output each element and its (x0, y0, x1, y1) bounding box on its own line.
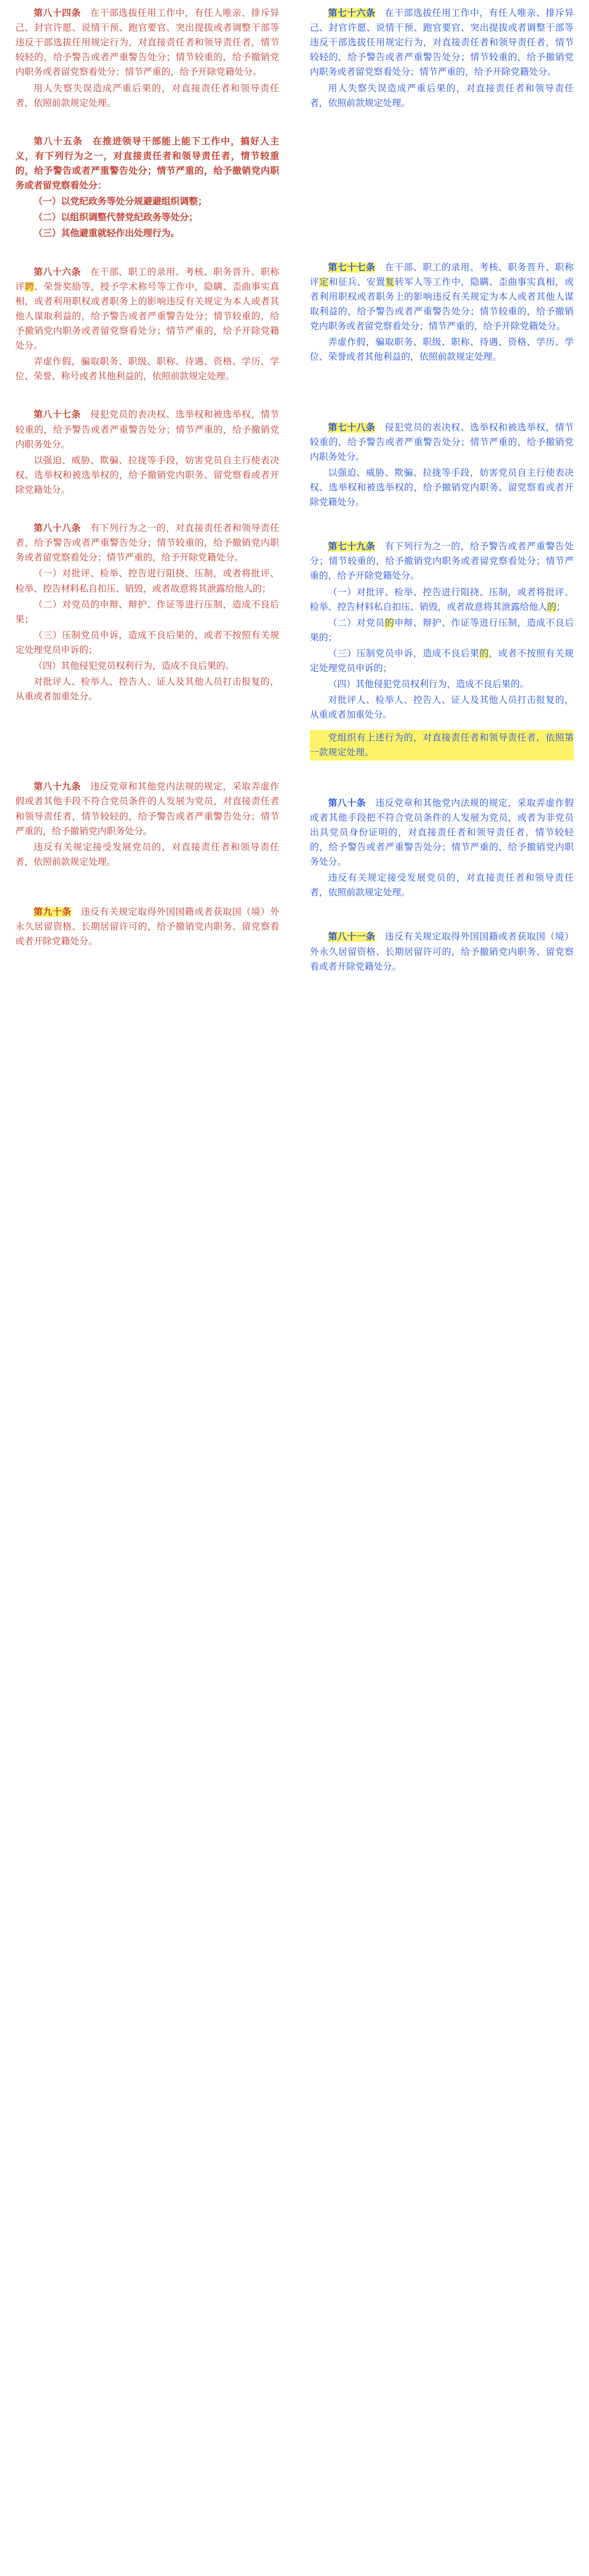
spacer (15, 501, 279, 521)
article-block-90 (15, 905, 279, 949)
paragraph-text: 有下列行为之一的，对直接责任者和领导责任者，给予警告或者严重警告处分；情节较重的，给予撤销党内职务或者留党察看处分；情节严重的，给予开除党籍处分。 (15, 523, 279, 563)
paragraph-text: 违反有关规定取得外国国籍或者获取国（境）外永久居留资格、长期居留许可的，给予撤销党内职务、留党察看或者开除党籍处分。 (15, 907, 279, 947)
paragraph: （二）以组织调整代替党纪政务等处分； (34, 213, 198, 223)
paragraph: 弄虚作假，骗取职务、职级、职称、待遇、资格、学历、学位、荣誉、称号或者其他利益的，依照前款规定处理。 (15, 357, 279, 382)
paragraph: 以强迫、威胁、欺骗、拉拢等手段，妨害党员自主行使表决权、选举权和被选举权的，给予撤销党内职务、留党察看或者开除党籍处分。 (310, 467, 574, 508)
spacer (310, 369, 574, 389)
article-block-86 (15, 265, 279, 384)
paragraph: 以强迫、威胁、欺骗、拉拢等手段，妨害党员自主行使表决权、选举权和被选举权的，给予撤销党内职务、留党察看或者开除党籍处分。 (15, 455, 279, 495)
spacer (310, 784, 574, 796)
spacer (310, 724, 574, 730)
spacer (15, 748, 279, 768)
spacer (310, 114, 574, 134)
paragraph: 对批评人、检举人、控告人、证人及其他人员打击报复的，从重或者加重处分。 (310, 695, 574, 721)
spacer (15, 114, 279, 134)
article-number: 第八十四条 (34, 8, 81, 18)
spacer (310, 194, 574, 214)
paragraph-highlighted: 党组织有上述行为的，对直接责任者和领导责任者，依照第一款规定处理。 (310, 730, 574, 761)
paragraph (15, 265, 279, 354)
two-column-layout (0, 0, 589, 978)
paragraph-text: 违反党章和其他党内法规的规定，采取弄虚作假或者其他手段把不符合党员条件的人发展为党员，或者为非党员出具党员身份证明的，对直接责任者和领导责任者，情节较轻的，给予警告或者严重警告处分；情节严重的，给予撤销党内职务处分。 (310, 798, 574, 868)
spacer (15, 728, 279, 748)
paragraph-text: 违反有关规定取得外国国籍或者获取国（境）外永久居留资格、长期居留许可的，给予撤销党内职务、留党察看或者开除党籍处分。 (310, 932, 574, 972)
spacer (15, 893, 279, 905)
article-number: 第八十条 (328, 798, 366, 808)
paragraph: （二）对党员的申辩、辩护、作证等进行压制，造成不良后果的； (310, 618, 574, 643)
spacer (310, 924, 574, 930)
article-block-79 (310, 539, 574, 761)
paragraph: （二）对党员的申辩、辩护、作证等进行压制，造成不良后果； (15, 599, 279, 625)
article-number: 第八十七条 (34, 410, 81, 420)
paragraph (15, 905, 279, 949)
column-right (294, 0, 589, 978)
article-number: 第八十九条 (34, 782, 81, 792)
article-block-77 (310, 260, 574, 365)
article-number: 第八十六条 (34, 267, 81, 277)
article-block-81 (310, 930, 574, 974)
paragraph: 用人失察失误造成严重后果的，对直接责任者和领导责任者，依照前款规定处理。 (15, 83, 279, 108)
paragraph-text: 在推进领导干部能上能下工作中，搞好人主义，有下列行为之一，对直接责任者和领导责任者，情节较重的，给予警告或者严重警告处分；情节严重的，给予撤销党内职务或者留党察看处分： (15, 136, 279, 191)
paragraph (15, 779, 279, 838)
column-left (0, 0, 294, 952)
article-number: 第八十五条 (34, 136, 83, 147)
paragraph: （一）对批评、检举、控告进行阻挠、压制，或者将批评、检举、控告材料私自扣压、销毁，或者故意将其泄露给他人的； (15, 569, 279, 594)
article-block-76 (310, 6, 574, 111)
article-block-85 (15, 134, 279, 241)
article-block-87 (15, 407, 279, 497)
spacer (310, 214, 574, 234)
paragraph-text: 在干部、职工的录用、考核、职务晋升、职称评定和征兵、安置复转军人等工作中，隐瞒、歪曲事实真相，或者利用职权或者职务上的影响违反有关规定为本人或者其他人谋取利益的，给予警告或者严重警告处分；情节较重的，给予撤销党内职务或者留党察看处分；情节严重的，给予开除党籍处分。 (310, 262, 574, 332)
spacer (310, 533, 574, 539)
paragraph-text: 有下列行为之一的，给予警告或者严重警告处分；情节较重的，给予撤销党内职务或者留党察看处分；情节严重的，给予开除党籍处分。 (310, 542, 574, 582)
spacer (310, 134, 574, 154)
paragraph: （三）压制党员申诉，造成不良后果的，或者不按照有关规定处理党员申诉的； (15, 630, 279, 655)
spacer (15, 387, 279, 407)
paragraph (310, 260, 574, 334)
paragraph: （一）以党纪政务等处分规避避组织调整； (34, 197, 207, 207)
paragraph: 对批评人、检举人、控告人、证人及其他人员打击报复的，从重或者加重处分。 (15, 677, 279, 702)
paragraph: 违反有关规定接受发展党员的，对直接责任者和领导责任者，依照前款规定处理。 (15, 842, 279, 867)
article-number: 第七十八条 (328, 422, 376, 433)
article-block-84 (15, 6, 279, 111)
paragraph (310, 796, 574, 870)
paragraph (15, 134, 279, 193)
article-number: 第八十一条 (328, 932, 376, 942)
spacer (310, 154, 574, 174)
paragraph: 违反有关规定接受发展党员的，对直接责任者和领导责任者，依照前款规定处理。 (310, 873, 574, 898)
paragraph: （一）对批评、检举、控告进行阻挠、压制，或者将批评、检举、控告材料私自扣压、销毁，或者故意将其泄露给他人的； (310, 587, 574, 612)
spacer (15, 245, 279, 265)
paragraph (310, 6, 574, 80)
spacer (310, 409, 574, 420)
paragraph: （四）其他侵犯党员权利行为，造成不良后果的。 (328, 679, 530, 690)
paragraph: 用人失察失误造成严重后果的，对直接责任者和领导责任者，依照前款规定处理。 (310, 83, 574, 108)
spacer (310, 764, 574, 784)
paragraph: 弄虚作假，骗取职务、职级、职称、待遇、资格、学历、学位、荣誉或者其他利益的，依照前款规定处理。 (310, 337, 574, 363)
paragraph: （四）其他侵犯党员权利行为，造成不良后果的。 (34, 661, 235, 672)
spacer (15, 873, 279, 893)
paragraph-text: 在干部、职工的录用、考核、职务晋升、职称评聘、荣誉奖励等，授予学术称号等工作中，隐瞒、歪曲事实真相，或者利用职权或者职务上的影响违反有关规定为本人或者其他人谋取利益的，给予警告或者严重警告处分；情节较重的，给予撤销党内职务或者留党察看处分；情节严重的，给予开除党籍处分。 (15, 267, 279, 351)
spacer (310, 234, 574, 254)
article-block-88 (15, 521, 279, 704)
paragraph-text: 在干部选拔任用工作中，有任人唯亲、排斥异己、封官许愿、说情干预、跑官要官、突出提拔或者调整干部等违反干部选拔任用规定行为，对直接责任者和领导责任者，情节较轻的，给予警告或者严重警告处分；情节较重的，给予撤销党内职务或者留党察看处分；情节严重的，给予开除党籍处分。 (15, 8, 279, 78)
article-block-78 (310, 420, 574, 510)
article-number: 第七十六条 (328, 8, 376, 18)
article-number: 第七十九条 (328, 542, 376, 552)
article-number: 第九十条 (34, 907, 72, 918)
spacer (310, 254, 574, 260)
spacer (310, 513, 574, 533)
paragraph: （三）其他避重就轻作出处理行为。 (34, 228, 180, 239)
spacer (310, 389, 574, 409)
article-number: 第八十八条 (34, 523, 81, 534)
article-block-89 (15, 779, 279, 869)
paragraph-text: 在干部选拔任用工作中，有任人唯亲、排斥异己、封官许愿、说情干预、跑官要官、突出提拔或者调整干部等违反干部选拔任用规定行为，对直接责任者和领导责任者，情节较轻的，给予警告或者严重警告处分；情节较重的，给予撤销党内职务或者留党察看处分；情节严重的，给予开除党籍处分。 (310, 8, 574, 78)
paragraph-text: 侵犯党员的表决权、选举权和被选举权，情节较重的，给予警告或者严重警告处分；情节严重的，给予撤销党内职务处分。 (310, 422, 574, 462)
paragraph (310, 420, 574, 464)
spacer (15, 768, 279, 779)
paragraph: （三）压制党员申诉，造成不良后果的，或者不按照有关规定处理党员申诉的； (310, 648, 574, 674)
paragraph (15, 407, 279, 452)
paragraph-text: 违反党章和其他党内法规的规定，采取弄虚作假或者其他手段不符合党员条件的人发展为党员，对直接责任者和领导责任者，情节较轻的，给予警告或者严重警告处分；情节严重的，给予撤销党内职务处分。 (15, 782, 279, 836)
paragraph-text: 侵犯党员的表决权、选举权和被选举权，情节较重的，给予警告或者严重警告处分；情节严重的，给予撤销党内职务处分。 (15, 410, 279, 450)
paragraph (310, 930, 574, 974)
paragraph (15, 6, 279, 80)
spacer (15, 708, 279, 728)
article-number: 第七十七条 (328, 262, 376, 273)
article-block-80 (310, 796, 574, 901)
paragraph (310, 539, 574, 583)
spacer (310, 174, 574, 194)
paragraph (15, 521, 279, 565)
spacer (310, 904, 574, 924)
